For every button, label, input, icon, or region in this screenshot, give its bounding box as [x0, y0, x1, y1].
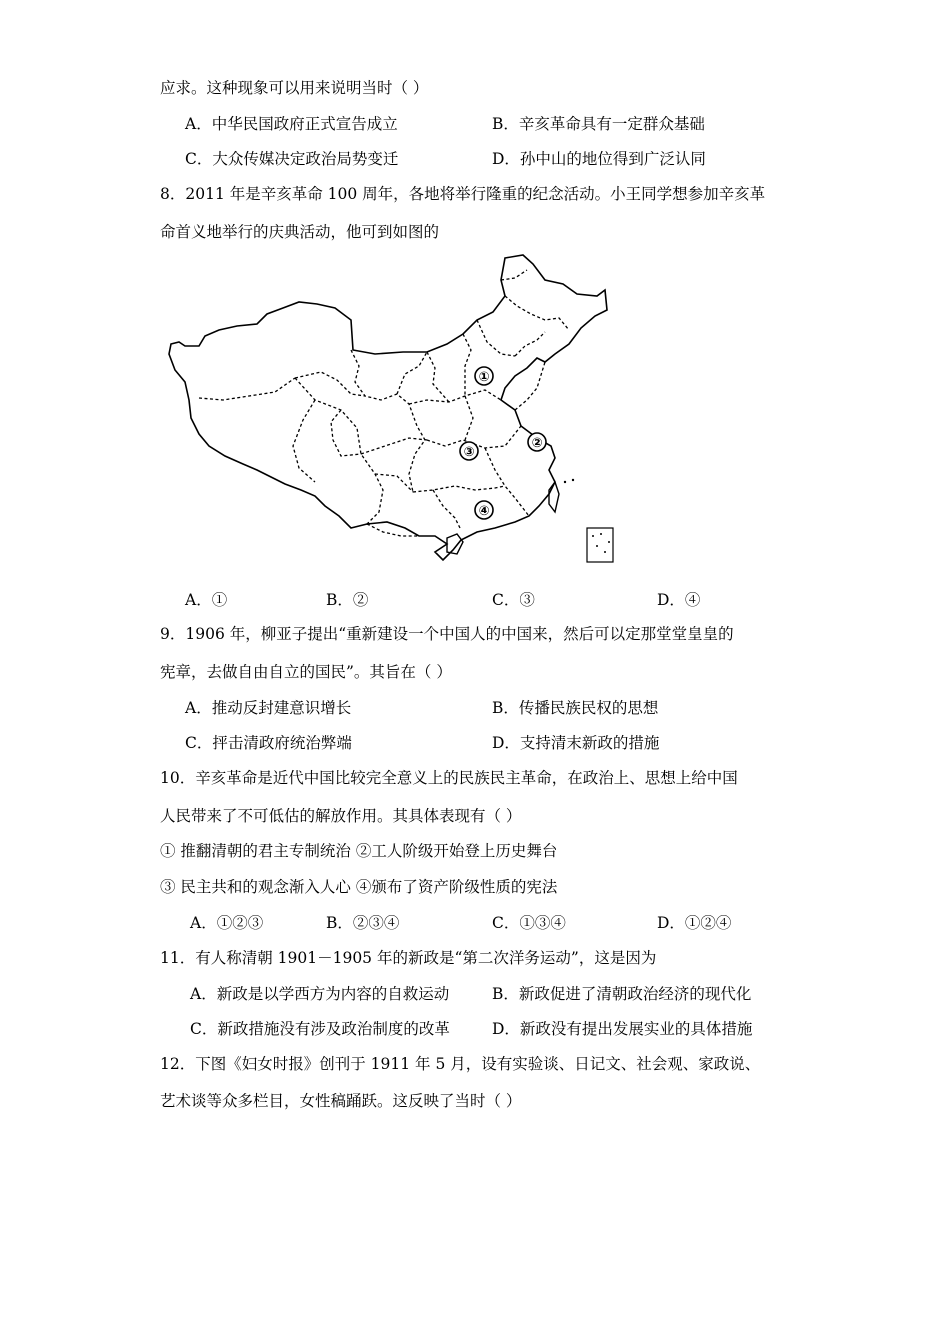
marker-2: [528, 433, 546, 451]
q8-option-d[interactable]: D．④: [657, 591, 701, 609]
q11-option-d[interactable]: D．新政没有提出发展实业的具体措施: [492, 1020, 753, 1038]
q10-items-line2: ③ 民主共和的观念渐入人心 ④颁布了资产阶级性质的宪法: [160, 878, 558, 896]
q9-stem-line2: 宪章，去做自由自立的国民”。其旨在（ ）: [160, 663, 452, 681]
q10-option-b[interactable]: B．②③④: [326, 914, 400, 932]
marker-1: [475, 367, 493, 385]
inset-islands: [592, 533, 610, 553]
q9-stem-line1: 9．1906 年，柳亚子提出“重新建设一个中国人的中国来，然后可以定那堂堂皇皇的: [160, 625, 734, 643]
q7-option-a[interactable]: A．中华民国政府正式宣告成立: [185, 115, 398, 133]
q9-option-d[interactable]: D．支持清末新政的措施: [492, 734, 660, 752]
q10-items-line1: ① 推翻清朝的君主专制统治 ②工人阶级开始登上历史舞台: [160, 842, 558, 860]
marker-2-label: ②: [531, 436, 543, 451]
q10-stem-line2: 人民带来了不可低估的解放作用。其具体表现有（ ）: [160, 807, 522, 825]
marker-3-label: ③: [463, 445, 475, 460]
q8-stem-line1: 8．2011 年是辛亥革命 100 周年，各地将举行隆重的纪念活动。小王同学想参加辛亥革: [160, 185, 766, 203]
marker-3: [460, 442, 478, 460]
china-outline: [169, 255, 607, 560]
q8-option-b[interactable]: B．②: [326, 591, 369, 609]
q9-option-c[interactable]: C．抨击清政府统治弊端: [185, 734, 352, 752]
q9-option-a[interactable]: A．推动反封建意识增长: [185, 699, 352, 717]
q8-stem-line2: 命首义地举行的庆典活动，他可到如图的: [160, 223, 440, 241]
china-map-figure: [165, 250, 620, 568]
q10-option-c[interactable]: C．①③④: [492, 914, 566, 932]
q11-option-c[interactable]: C．新政措施没有涉及政治制度的改革: [190, 1020, 450, 1038]
q8-option-a[interactable]: A．①: [185, 591, 228, 609]
china-map: [165, 250, 620, 568]
q7-option-d[interactable]: D．孙中山的地位得到广泛认同: [492, 150, 706, 168]
q9-option-b[interactable]: B．传播民族民权的思想: [492, 699, 659, 717]
marker-4: [475, 501, 493, 519]
q11-option-a[interactable]: A．新政是以学西方为内容的自救运动: [190, 985, 450, 1003]
q10-option-a[interactable]: A．①②③: [190, 914, 264, 932]
marker-4-label: ④: [478, 504, 490, 519]
south-china-sea-inset: [587, 528, 613, 562]
q10-stem-line1: 10．辛亥革命是近代中国比较完全意义上的民族民主革命，在政治上、思想上给中国: [160, 769, 738, 787]
province-boundaries: [199, 270, 569, 536]
q7-option-b[interactable]: B．辛亥革命具有一定群众基础: [492, 115, 705, 133]
marker-1-label: ①: [478, 370, 490, 385]
q7-stem: 应求。这种现象可以用来说明当时（ ）: [160, 79, 429, 97]
coastal-islands: [564, 479, 574, 483]
taiwan-island: [549, 482, 559, 512]
q7-option-c[interactable]: C．大众传媒决定政治局势变迁: [185, 150, 399, 168]
q11-option-b[interactable]: B．新政促进了清朝政治经济的现代化: [492, 985, 752, 1003]
q8-option-c[interactable]: C．③: [492, 591, 535, 609]
q11-stem: 11．有人称清朝 1901－1905 年的新政是“第二次洋务运动”，这是因为: [160, 949, 657, 967]
q10-option-d[interactable]: D．①②④: [657, 914, 732, 932]
q12-stem-line2: 艺术谈等众多栏目，女性稿踊跃。这反映了当时（ ）: [160, 1092, 522, 1110]
hainan-island: [447, 534, 463, 554]
q12-stem-line1: 12．下图《妇女时报》创刊于 1911 年 5 月，设有实验谈、日记文、社会观、家政说、: [160, 1055, 761, 1073]
